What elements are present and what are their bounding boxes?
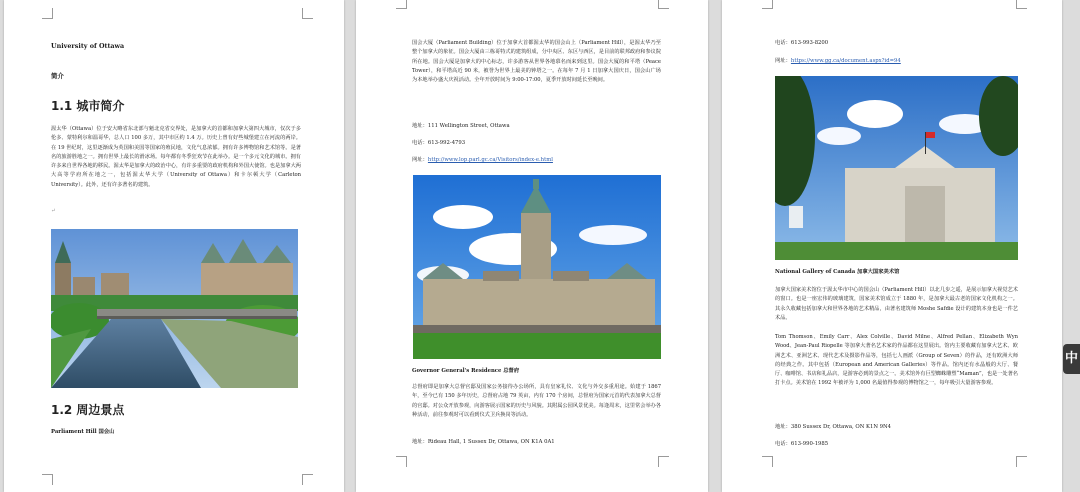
document-page-1 xyxy=(4,0,344,492)
parliament-website-link[interactable]: http://www.lop.parl.gc.ca/Visitors/index-e.html xyxy=(427,157,553,163)
crop-mark xyxy=(1016,0,1027,9)
national-gallery-paragraph-1: 加拿大国家美术馆位于渥太华市中心的国会山（Parliament Hill）以北几步之遥，是展示加拿大视觉艺术的窗口。也是一座宏伟的玻璃建筑，国家美术馆成立于 1880 年，是加拿大最古老的国家文化机构之一。其永久收藏包括加拿大和世界各地的艺术精品，由著名建筑师 Moshe Safdie 设计的建筑本身也是一件艺术品。 xyxy=(775,287,1018,321)
ime-language-indicator[interactable]: 中 xyxy=(1063,344,1080,374)
crop-mark xyxy=(658,0,669,9)
doc-title: University of Ottawa xyxy=(51,42,125,50)
intro-label: 简介 xyxy=(51,72,64,80)
document-page-3 xyxy=(722,0,1062,492)
crop-mark xyxy=(762,0,773,9)
parliament-paragraph: 国会大厦（Parliament Building）位于加拿大首都渥太华的国会山上（Parliament Hill），是渥太华乃至整个加拿大的象征。国会大厦由三栋哥特式的建筑组成，分中央区、东区与西区，是目前的联邦政府和参议院所在地。国会大厦是加拿大的中心标志，许多游客从世界各地慕名而来到这里。国会大厦的和平塔（Peace Tower），和平塔高近 90 米，被誉为世界上最美的钟塔之一。在每年 7 月 1 日加拿大国庆日，国会山广场为本地举办盛大庆祝活动。全年开放时间为 9:00-17:00，夏季开放时间延长至晚间。 xyxy=(412,40,661,84)
crop-mark xyxy=(762,456,773,467)
crop-mark xyxy=(302,474,313,485)
section-heading-spots: 1.2 周边景点 xyxy=(51,403,125,417)
governor-general-address: 地址：Rideau Hall, 1 Sussex Dr, Ottawa, ON K1A 0A1 xyxy=(412,439,555,445)
rideau-hall-phone: 电话：613-993-8200 xyxy=(775,40,829,46)
ottawa-canal-photo xyxy=(51,229,298,388)
governor-general-title: Governor General's Residence 总督府 xyxy=(412,368,520,374)
crop-mark xyxy=(396,456,407,467)
parliament-hill-label: Parliament Hill 国会山 xyxy=(51,429,115,435)
parliament-building-photo xyxy=(413,175,661,359)
website-label: 网址： xyxy=(412,157,428,163)
crop-mark xyxy=(1016,456,1027,467)
parliament-address: 地址：111 Wellington Street, Ottawa xyxy=(412,123,510,129)
national-gallery-address: 地址：380 Sussex Dr, Ottawa, ON K1N 9N4 xyxy=(775,424,892,430)
city-intro-paragraph: 渥太华（Ottawa）位于安大略省东北部与魁北克省交界处，是加拿大的首都和加拿大第四大城市，仅次于多伦多、蒙特利尔和温哥华，总人口 100 多万，其中市区约 1.4 万。历史上曾有好些城堡建立在河流的两岸。在 19 世纪时，这里逐渐成为英国和美国等国家的殖民地，文化气息浓郁。拥有许多博物馆和艺术馆等。是著名的旅游胜地之一。拥有世界上最长的滑冰场。每年都有冬季狂欢节在此举办。是一个多元文化的城市。拥有许多来自世界各地的移民。渥太华是加拿大的政治中心，有许多重要的政府机构和外国大使馆。也是加拿大两大高等学府所在地之一，包括渥太华大学（University of Ottawa）和卡尔顿大学（Carleton University）。此外，还有许多著名的建筑。 xyxy=(51,126,301,188)
parliament-phone: 电话：613-992-4793 xyxy=(412,140,466,146)
document-page-2 xyxy=(356,0,708,492)
governor-general-paragraph: 总督府即是加拿大总督官邸及国家公务接待办公场所，具有皇家礼仪、文化与外交多重用途。始建于 1867 年，至今已有 150 多年历史，总督府占地 79 英亩，内有 170 个房间，总督府为国家元首的代表加拿大总督的官邸。对公众开放参观，向游客展示国家的历史与风貌。其附属公园风景优美。每逢周末，这里常会举办各种活动，前往参观时可以看到仪式卫兵换岗等活动。 xyxy=(412,384,661,418)
parliament-website xyxy=(412,156,553,165)
crop-mark xyxy=(42,474,53,485)
rideau-hall-website-link[interactable]: https://www.gg.ca/document.aspx?id=94 xyxy=(790,58,901,64)
crop-mark xyxy=(396,0,407,9)
paragraph-mark: ↵ xyxy=(51,208,56,214)
crop-mark xyxy=(658,456,669,467)
national-gallery-title: National Gallery of Canada 加拿大国家美术馆 xyxy=(775,269,900,275)
section-heading-city: 1.1 城市简介 xyxy=(51,99,125,113)
crop-mark xyxy=(302,8,313,19)
website-label: 网址： xyxy=(775,58,791,64)
crop-mark xyxy=(42,8,53,19)
national-gallery-phone: 电话：613-990-1985 xyxy=(775,441,829,447)
rideau-hall-website xyxy=(775,57,901,66)
national-gallery-paragraph-2: Tom Thomson、Emily Carr、Alex Colville、David Milne、Alfred Pellan、Elizabeth Wyn Wood、Jean-Paul Riopelle 等加拿大著名艺术家的作品都在这里展出。馆内主要收藏有加拿大艺术、欧洲艺术、亚洲艺术、现代艺术及摄影作品等，包括七人画派（Group of Seven）的作品，还有欧洲大师的经典之作。其中包括（European and American Galleries）等作品。馆内还有水晶般的大厅、餐厅、咖啡馆、书店和礼品店，是游客必到的景点之一。美术馆外有巨型蜘蛛雕塑“Maman”，也是一处著名打卡点。美术馆在 1992 年被评为 1,000 名最值得参观的博物馆之一，每年吸引大量游客参观。 xyxy=(775,334,1018,387)
rideau-hall-photo xyxy=(775,76,1018,260)
